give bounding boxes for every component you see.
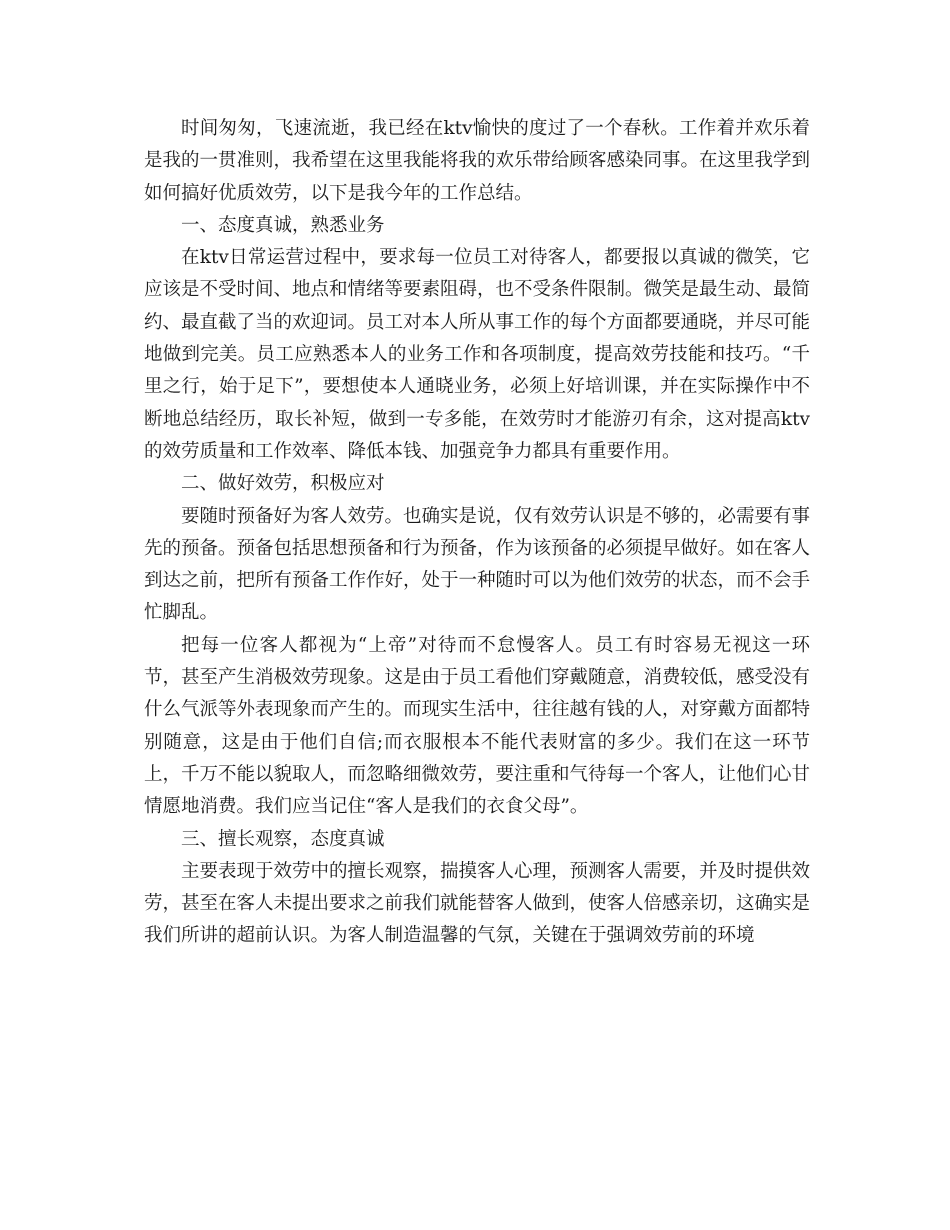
section-heading-3: 三、擅长观察，态度真诚 xyxy=(181,828,385,850)
section-heading-1: 一、态度真诚，熟悉业务 xyxy=(181,214,385,236)
paragraph-section-3: 主要表现于效劳中的擅长观察，揣摸客人心理，预测客人需要，并及时提供效劳，甚至在客人未提出要求之前我们就能替客人做到，使客人倍感亲切，这确实是我们所讲的超前认识。为客人制造温馨的气氛，关键在于强调效劳前的环境 xyxy=(144,860,811,947)
paragraph-section-2b: 把每一位客人都视为“上帝”对待而不怠慢客人。员工有时容易无视这一环节，甚至产生消极效劳现象。这是由于员工看他们穿戴随意，消费较低，感受没有什么气派等外表现象而产生的。而现实生活中，往往越有钱的人，对穿戴方面都特别随意，这是由于他们自信;而衣服根本不能代表财富的多少。我们在这一环节上，千万不能以貌取人，而忽略细微效劳，要注重和气待每一个客人，让他们心甘情愿地消费。我们应当记住“客人是我们的衣食父母”。 xyxy=(144,634,811,818)
paragraph-section-2a: 要随时预备好为客人效劳。也确实是说，仅有效劳认识是不够的，必需要有事先的预备。预备包括思想预备和行为预备，作为该预备的必须提早做好。如在客人到达之前，把所有预备工作作好，处于一种随时可以为他们效劳的状态，而不会手忙脚乱。 xyxy=(144,505,811,624)
paragraph-intro: 时间匆匆，飞速流逝，我已经在ktv愉快的度过了一个春秋。工作着并欢乐着是我的一贯准则，我希望在这里我能将我的欢乐带给顾客感染同事。在这里我学到如何搞好优质效劳，以下是我今年的工作总结。 xyxy=(144,118,811,204)
section-heading-2: 二、做好效劳，积极应对 xyxy=(181,473,385,495)
document-body xyxy=(144,113,810,953)
paragraph-section-1: 在ktv日常运营过程中，要求每一位员工对待客人，都要报以真诚的微笑，它应该是不受时间、地点和情绪等要素阻碍，也不受条件限制。微笑是最生动、最简约、最直截了当的欢迎词。员工对本人所从事工作的每个方面都要通晓，并尽可能地做到完美。员工应熟悉本人的业务工作和各项制度，提高效劳技能和技巧。“千里之行，始于足下”，要想使本人通晓业务，必须上好培训课，并在实际操作中不断地总结经历，取长补短，做到一专多能，在效劳时才能游刃有余，这对提高ktv的效劳质量和工作效率、降低本钱、加强竞争力都具有重要作用。 xyxy=(144,247,811,462)
